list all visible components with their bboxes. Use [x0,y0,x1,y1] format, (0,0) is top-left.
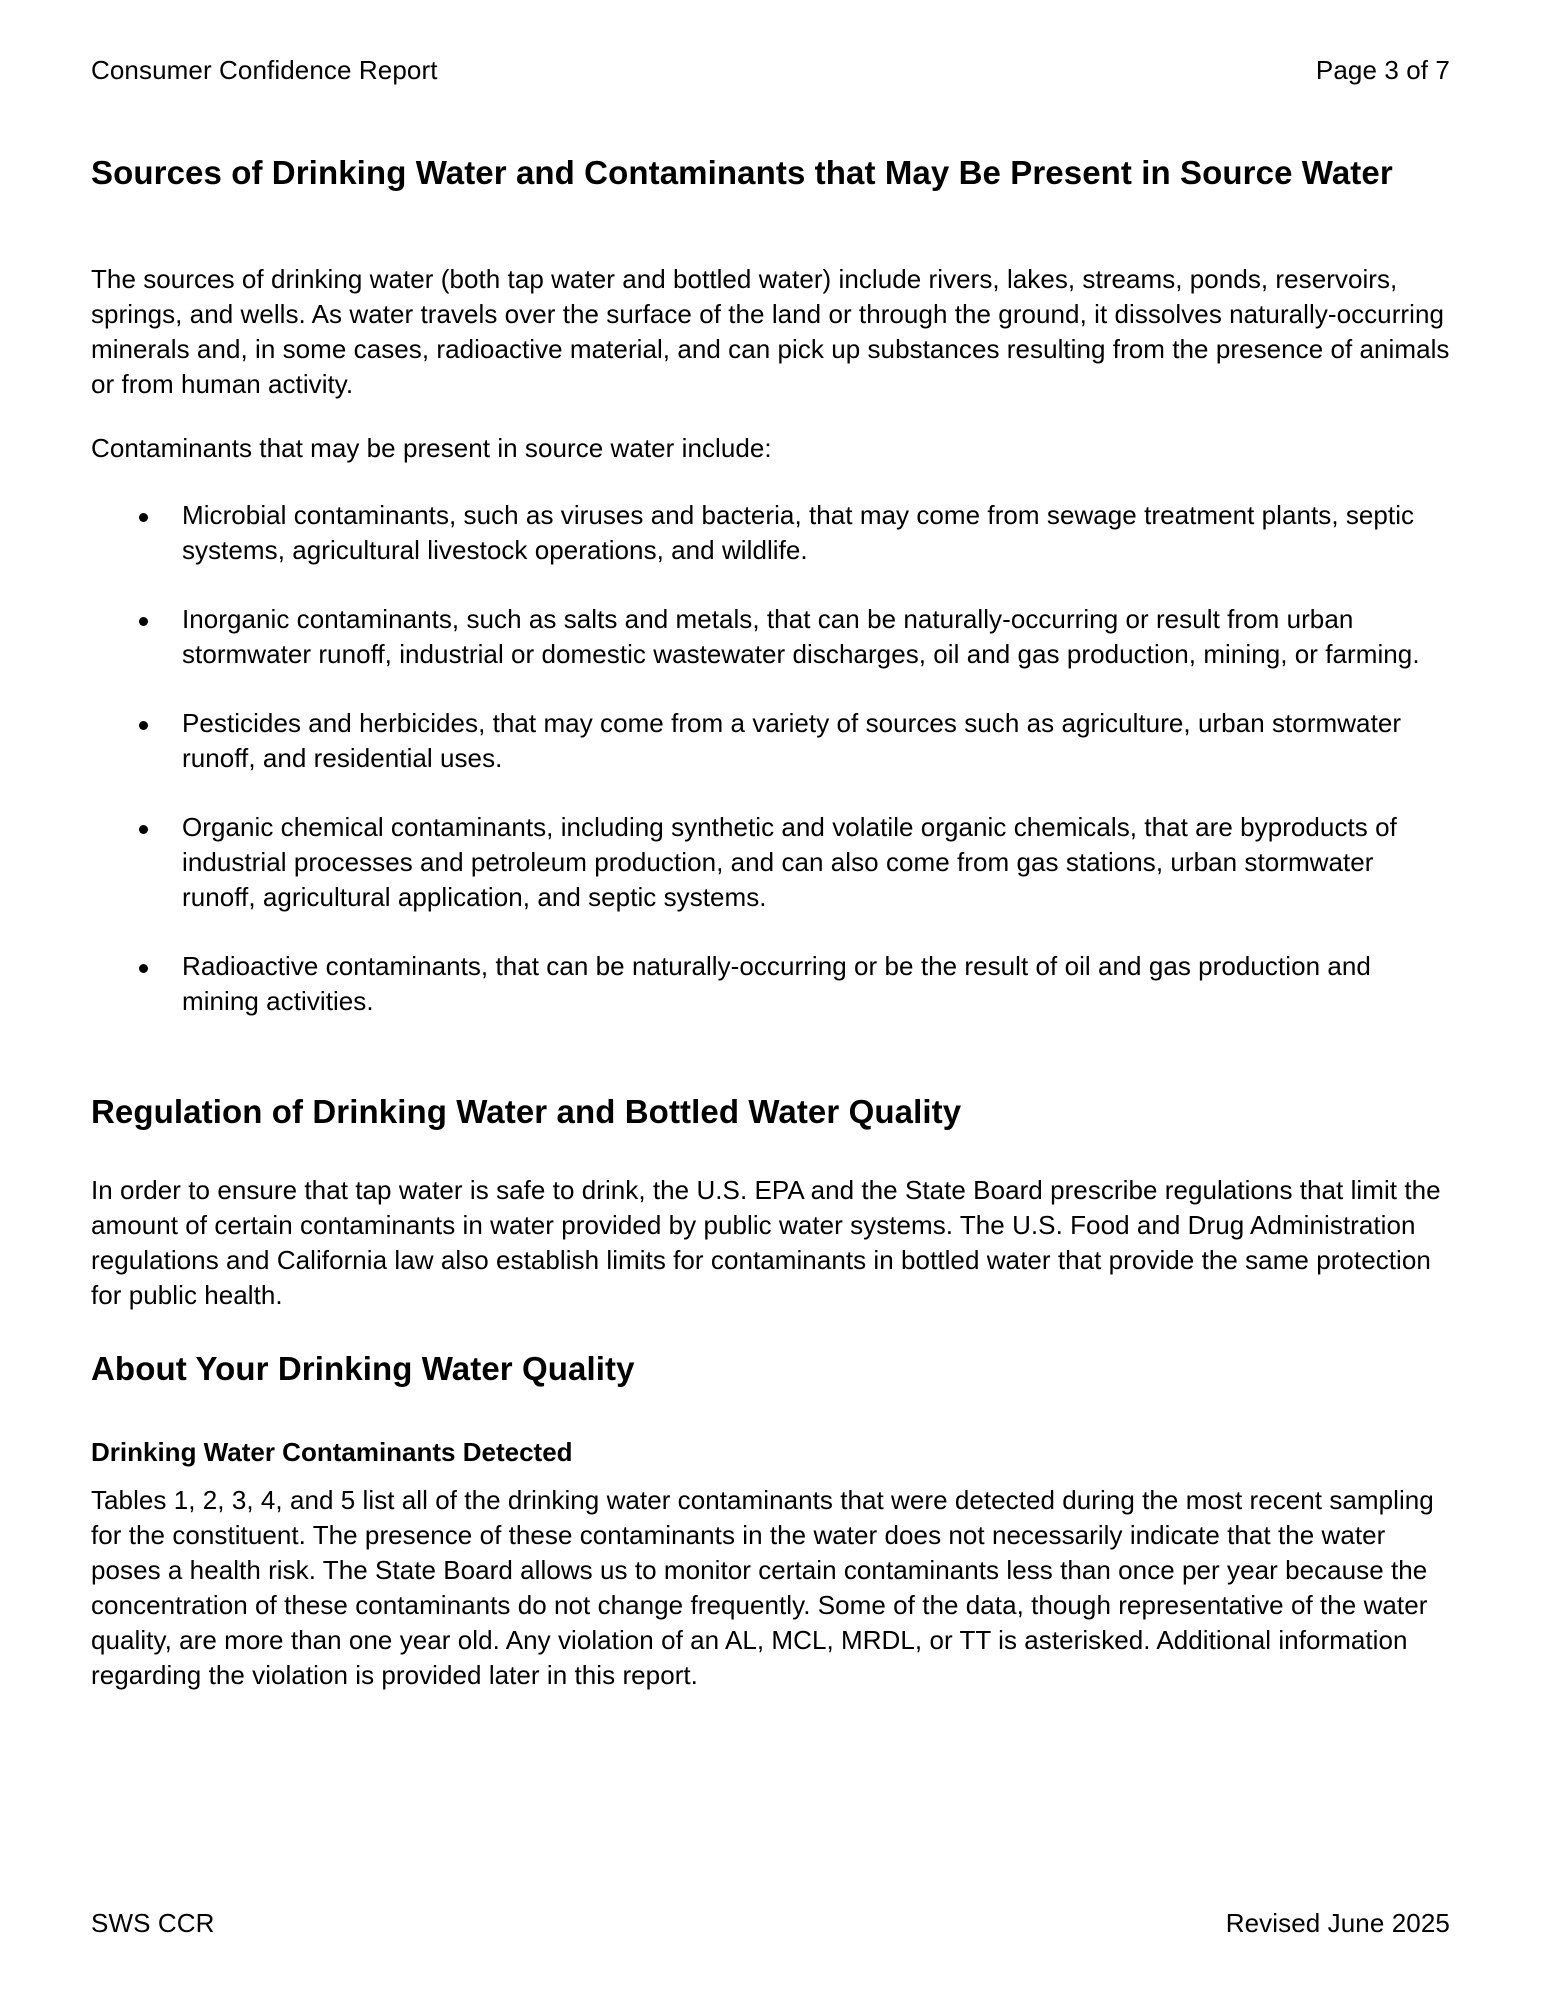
bullet-icon [139,825,148,834]
list-item-text: Inorganic contaminants, such as salts and metals, that can be naturally-occurring or result from urban stormwater runoff, industrial or domestic wastewater discharges, oil and gas production, mining, or farming. [182,604,1420,669]
list-item-text: Radioactive contaminants, that can be naturally-occurring or be the result of oil and gas production and mining activities. [182,951,1371,1016]
bullet-icon [139,721,148,730]
page-header [91,55,1450,85]
regulation-paragraph: In order to ensure that tap water is safe to drink, the U.S. EPA and the State Board prescribe regulations that limit the amount of certain contaminants in water provided by public water systems. The U.S. Food and Drug Administration regulations and California law also establish limits for contaminants in bottled water that provide the same protection for public health. [91,1175,1441,1310]
page-number: Page 3 of 7 [1315,55,1450,85]
heading-sources: Sources of Drinking Water and Contaminants that May Be Present in Source Water [91,154,1393,191]
contaminant-list [91,498,1453,1053]
footer-document-code: SWS CCR [91,1908,215,1938]
list-item-text: Organic chemical contaminants, including synthetic and volatile organic chemicals, that are byproducts of industrial processes and petroleum production, and can also come from gas stations, urban stormwater runoff, agricultural application, and septic systems. [182,812,1397,912]
bullet-icon [139,964,148,973]
page-footer [91,1908,1450,1938]
subheading-contaminants-detected: Drinking Water Contaminants Detected [91,1437,573,1467]
heading-regulation: Regulation of Drinking Water and Bottled Water Quality [91,1093,962,1130]
heading-about: About Your Drinking Water Quality [91,1350,635,1387]
list-item-organic [91,810,1453,915]
bullet-icon [139,513,148,522]
contaminants-intro: Contaminants that may be present in source water include: [91,433,772,463]
list-item-pesticides [91,706,1453,776]
sources-paragraph: The sources of drinking water (both tap water and bottled water) include rivers, lakes, streams, ponds, reservoirs, springs, and wells. As water travels over the surface of the land or through the ground, it dissolves naturally-occurring minerals and, in some cases, radioactive material, and can pick up substances resulting from the presence of animals or from human activity. [91,264,1450,399]
list-item-radioactive [91,949,1453,1019]
about-paragraph: Tables 1, 2, 3, 4, and 5 list all of the drinking water contaminants that were detected during the most recent sampling for the constituent. The presence of these contaminants in the water does not necessarily indicate that the water poses a health risk. The State Board allows us to monitor certain contaminants less than once per year because the concentration of these contaminants do not change frequently. Some of the data, though representative of the water quality, are more than one year old. Any violation of an AL, MCL, MRDL, or TT is asterisked. Additional information regarding the violation is provided later in this report. [91,1485,1434,1690]
list-item-inorganic [91,602,1453,672]
footer-revision-date: Revised June 2025 [1225,1908,1450,1938]
list-item-microbial [91,498,1453,568]
list-item-text: Pesticides and herbicides, that may come from a variety of sources such as agriculture, urban stormwater runoff, and residential uses. [182,708,1402,773]
bullet-icon [139,617,148,626]
list-item-text: Microbial contaminants, such as viruses and bacteria, that may come from sewage treatment plants, septic systems, agricultural livestock operations, and wildlife. [182,500,1415,565]
report-title: Consumer Confidence Report [91,55,438,85]
